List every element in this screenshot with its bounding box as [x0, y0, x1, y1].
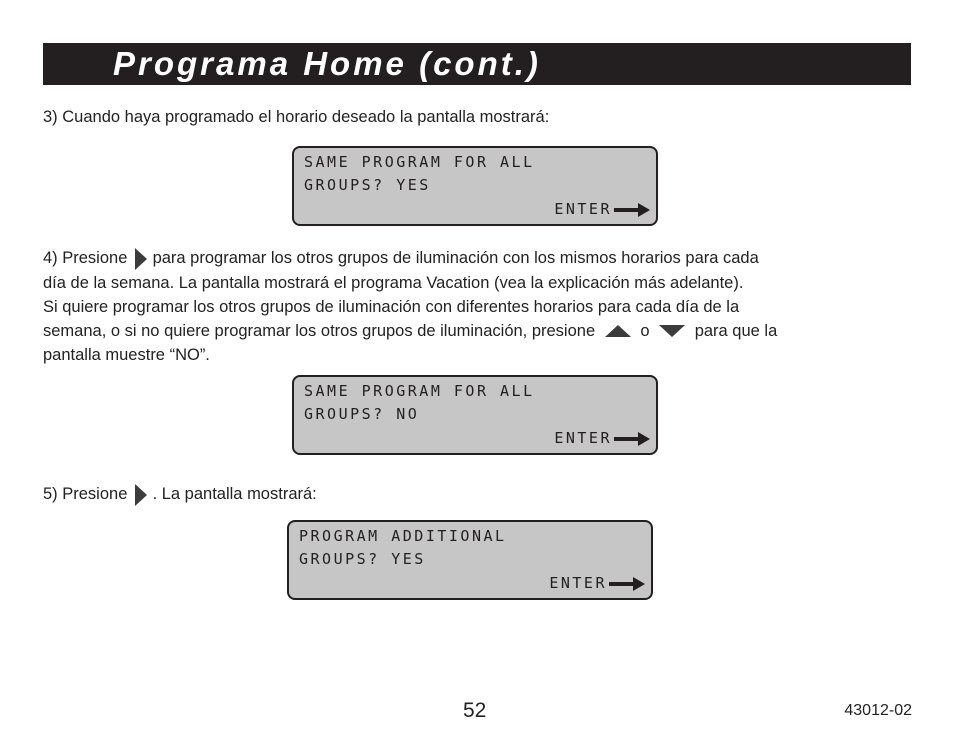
lcd-enter-label: ENTER — [554, 200, 612, 218]
step-4-line-1-rest: para programar los otros grupos de iluminación con los mismos horarios para cada — [152, 249, 759, 267]
document-code: 43012-02 — [844, 702, 912, 719]
right-triangle-icon — [132, 483, 148, 507]
step-4-line-4-or: o — [640, 321, 650, 340]
lcd-display-2 — [292, 375, 658, 455]
page-title: Programa Home (cont.) — [113, 45, 541, 82]
lcd-enter-label: ENTER — [549, 574, 607, 592]
step-4-line-4-start: semana, o si no quiere programar los otros grupos de iluminación, presione — [43, 321, 596, 340]
lcd-line-1: SAME PROGRAM FOR ALL — [304, 153, 535, 171]
lcd-line-2: GROUPS? YES — [304, 176, 431, 194]
step-5-suffix: . La pantalla mostrará: — [152, 485, 317, 503]
step-4-paragraph — [43, 246, 903, 367]
lcd-line-2: GROUPS? YES — [299, 550, 426, 568]
step-5-paragraph — [43, 482, 903, 507]
step-4-prefix: 4) Presione — [43, 249, 128, 267]
down-triangle-icon — [658, 324, 686, 338]
lcd-line-1: PROGRAM ADDITIONAL — [299, 527, 507, 545]
lcd-enter-label: ENTER — [554, 429, 612, 447]
right-arrow-icon — [614, 432, 650, 446]
step-4-line-1 — [43, 246, 903, 271]
lcd-line-1: SAME PROGRAM FOR ALL — [304, 382, 535, 400]
step-4-line-4-end: para que la — [694, 321, 778, 340]
lcd-display-1 — [292, 146, 658, 226]
right-arrow-icon — [614, 203, 650, 217]
step-4-line-4 — [43, 319, 903, 343]
step-4-line-5: pantalla muestre “NO”. — [43, 345, 210, 364]
up-triangle-icon — [604, 324, 632, 338]
lcd-line-2: GROUPS? NO — [304, 405, 420, 423]
lcd-display-3 — [287, 520, 653, 600]
step-5-prefix: 5) Presione — [43, 485, 128, 503]
right-triangle-icon — [132, 247, 148, 271]
right-arrow-icon — [609, 577, 645, 591]
step-4-line-2: día de la semana. La pantalla mostrará el programa Vacation (vea la explicación más adelante). — [43, 273, 744, 292]
page-number: 52 — [463, 699, 487, 722]
step-4-line-3: Si quiere programar los otros grupos de iluminación con diferentes horarios para cada día de la — [43, 297, 740, 316]
title-bar — [43, 43, 911, 85]
step-3-paragraph: 3) Cuando haya programado el horario deseado la pantalla mostrará: — [43, 108, 550, 126]
